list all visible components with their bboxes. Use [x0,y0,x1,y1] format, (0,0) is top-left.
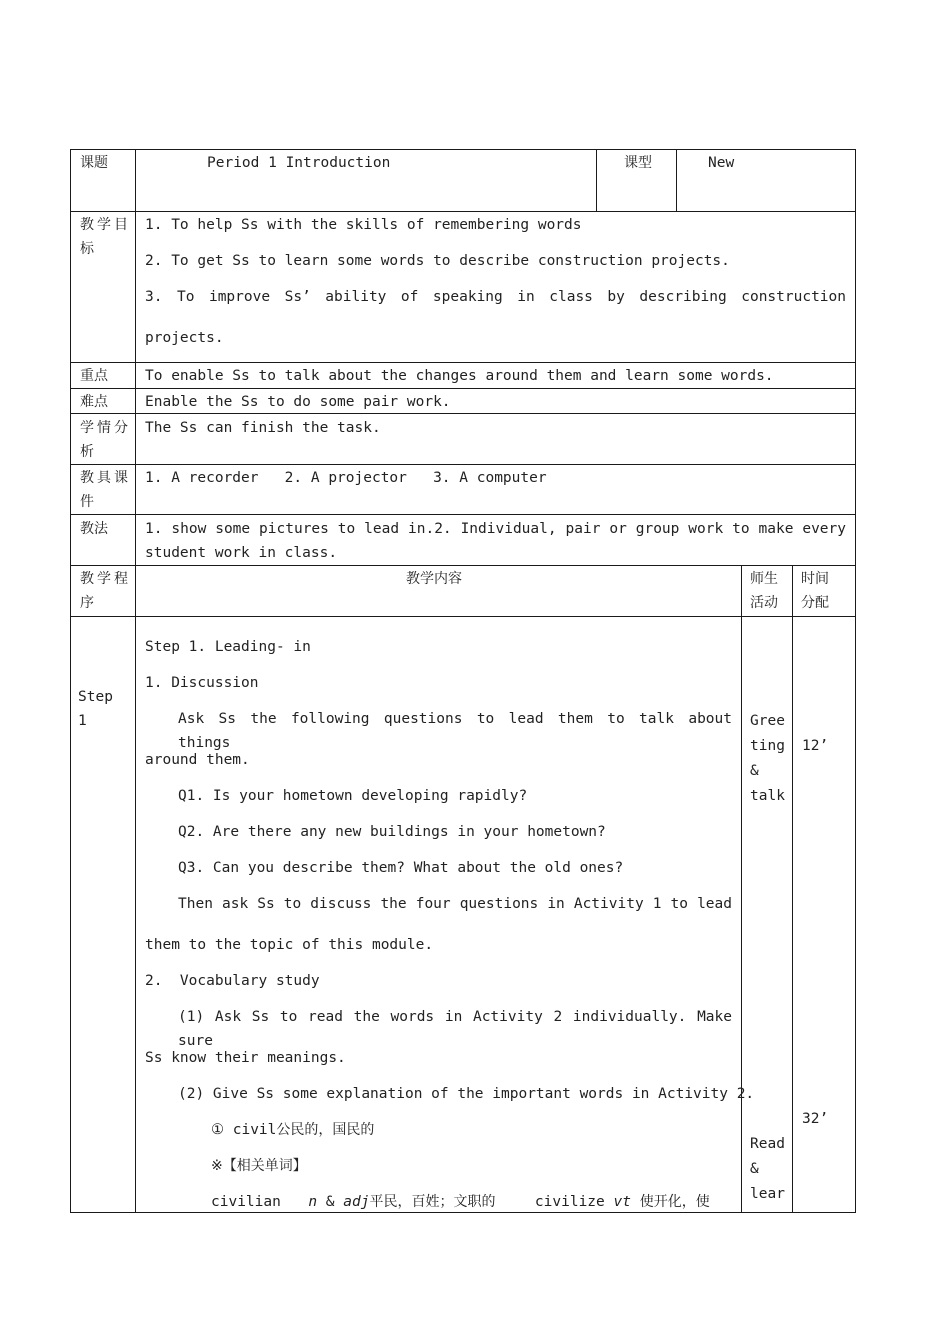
method-text: 1. show some pictures to lead in.2. Individual, pair or group work to make every [145,521,846,537]
analysis-text: The Ss can finish the task. [145,420,381,436]
step-line: 2. Vocabulary study [145,973,320,989]
table-border-right [855,149,856,1213]
word-civilize-meaning: 使开化，使 [639,1194,710,1210]
step-line: (1) Ask Ss to read the words in Activity 2 individually. Make sure [178,1009,732,1049]
step-label-cont: 1 [78,713,87,729]
word-civil: ① civil [211,1122,277,1138]
related-words-heading: ※【相关单词】 [211,1158,307,1174]
step-label: Step [78,689,113,705]
header-divider [676,149,677,212]
table-border-top [70,149,856,150]
difficulty-label: 难点 [80,394,108,410]
objective-item: 3. To improve Ss’ ability of speaking in class by describing construction [145,289,846,305]
objective-item: 2. To get Ss to learn some words to describe construction projects. [145,253,730,269]
topic-value: Period 1 Introduction [207,155,391,171]
row-divider [70,362,856,363]
tools-label-cont: 件 [80,494,94,510]
row-divider [70,211,856,212]
activity-header-cont: 活动 [750,595,778,611]
word-civil-meaning: 公民的，国民的 [276,1122,375,1138]
table-border-left [70,149,71,1213]
pos-noun: n [308,1194,318,1210]
step-line [211,1190,710,1214]
analysis-label: 学情分 [80,420,131,436]
step-line: Q3. Can you describe them? What about the old ones? [178,860,624,876]
tools-text: 1. A recorder 2. A projector 3. A computer [145,470,547,486]
process-header: 教学程 [80,571,131,587]
type-label: 课型 [624,155,652,171]
step-line [211,1118,374,1142]
content-header: 教学内容 [406,571,462,587]
activity-text: Gree [750,713,785,729]
objectives-label: 教学目 [80,217,131,233]
step-line: (2) Give Ss some explanation of the important words in Activity 2. [178,1086,755,1102]
step-line: Q2. Are there any new buildings in your hometown? [178,824,606,840]
pos-adj: adj [343,1194,370,1210]
label-column-divider [135,149,136,1213]
activity-column-divider [741,565,742,1213]
activity-text: & [750,763,759,779]
row-divider [70,565,856,566]
method-label: 教法 [80,521,108,537]
topic-label: 课题 [80,155,108,171]
type-value: New [708,155,735,171]
step-line: them to the topic of this module. [145,937,434,953]
pos-vt: vt [613,1194,631,1210]
pos-and: & [325,1194,335,1210]
activity-text: ting [750,738,785,754]
process-header-cont: 序 [80,595,94,611]
step-line: Ss know their meanings. [145,1050,346,1066]
word-civilian: civilian [211,1194,281,1210]
step-line: around them. [145,752,250,768]
row-divider [70,388,856,389]
step-line: Then ask Ss to discuss the four questions in Activity 1 to lead [178,896,732,912]
key-point-label: 重点 [80,368,108,384]
objective-item: 1. To help Ss with the skills of remembering words [145,217,582,233]
time-value: 32’ [802,1111,829,1127]
time-value: 12’ [802,738,829,754]
time-header-cont: 分配 [801,595,829,611]
word-civilize: civilize [534,1194,605,1210]
activity-text: Read [750,1136,785,1152]
step-line: 1. Discussion [145,675,259,691]
difficulty-text: Enable the Ss to do some pair work. [145,394,451,410]
activity-text: lear [750,1186,785,1202]
objectives-label-cont: 标 [80,241,94,257]
tools-label: 教具课 [80,470,131,486]
word-civilian-meaning: 平民，百姓；文职的 [369,1194,496,1210]
activity-text: talk [750,788,785,804]
method-text-cont: student work in class. [145,545,338,561]
row-divider [70,464,856,465]
key-point-text: To enable Ss to talk about the changes around them and learn some words. [145,368,774,384]
row-divider [70,616,856,617]
step-line: Ask Ss the following questions to lead them to talk about things [178,711,732,751]
time-column-divider [792,565,793,1213]
step-line: Step 1. Leading- in [145,639,311,655]
header-divider [596,149,597,212]
activity-header: 师生 [750,571,778,587]
time-header: 时间 [801,571,829,587]
analysis-label-cont: 析 [80,444,94,460]
activity-text: & [750,1161,759,1177]
objective-item-cont: projects. [145,330,224,346]
row-divider [70,514,856,515]
step-line: Q1. Is your hometown developing rapidly? [178,788,528,804]
